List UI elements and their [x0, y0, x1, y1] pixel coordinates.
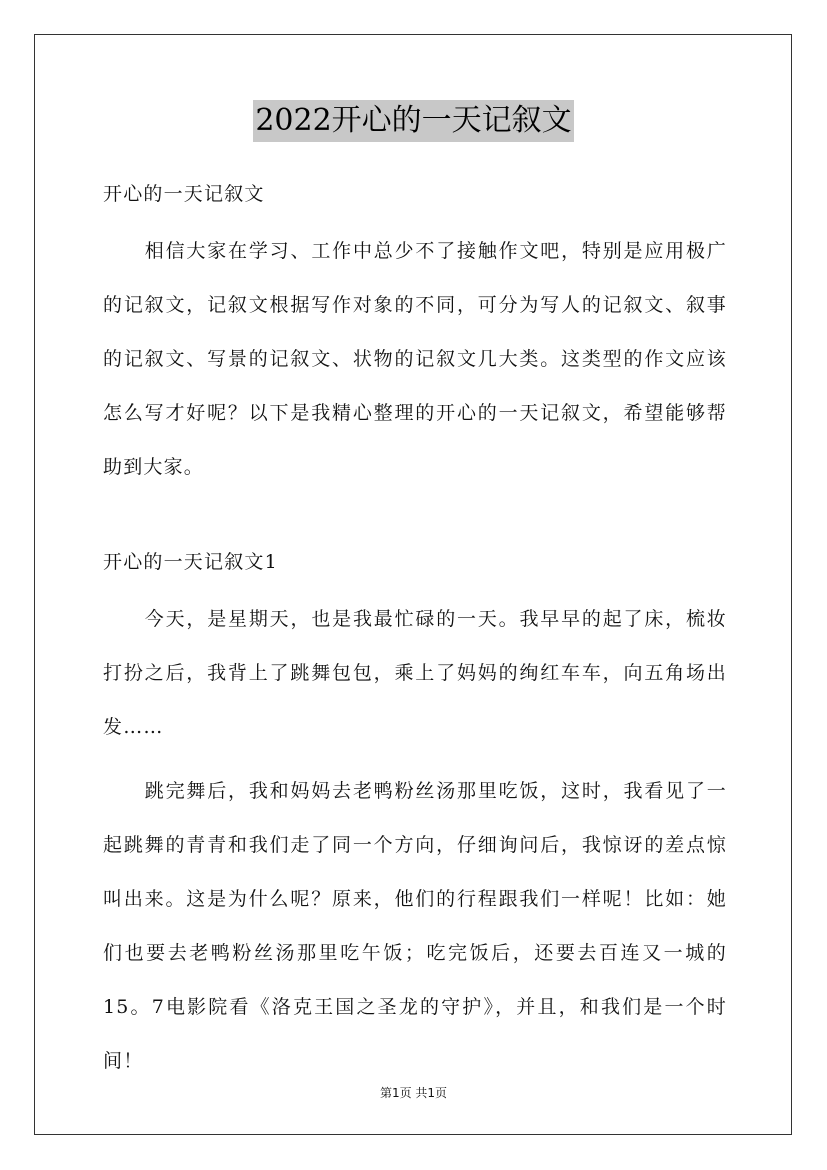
page-number-label: 第1页 共1页	[379, 1086, 448, 1100]
page-footer	[0, 1084, 827, 1101]
title-container	[0, 100, 827, 142]
document-title: 2022开心的一天记叙文	[253, 100, 573, 142]
body-paragraph: 今天，是星期天，也是我最忙碌的一天。我早早的起了床，梳妆打扮之后，我背上了跳舞包包，乘上了妈妈的绚红车车，向五角场出发……	[103, 608, 727, 738]
intro-paragraph: 相信大家在学习、工作中总少不了接触作文吧，特别是应用极广的记叙文，记叙文根据写作对象的不同，可分为写人的记叙文、叙事的记叙文、写景的记叙文、状物的记叙文几大类。这类型的作文应该怎么写才好呢？以下是我精心整理的开心的一天记叙文，希望能够帮助到大家。	[103, 240, 727, 478]
document-body	[103, 174, 727, 1088]
section-spacer	[103, 494, 727, 542]
body-paragraph: 跳完舞后，我和妈妈去老鸭粉丝汤那里吃饭，这时，我看见了一起跳舞的青青和我们走了同一个方向，仔细询问后，我惊讶的差点惊叫出来。这是为什么呢？原来，他们的行程跟我们一样呢！比如：她们也要去老鸭粉丝汤那里吃午饭；吃完饭后，还要去百连又一城的15。7电影院看《洛克王国之圣龙的守护》，并且，和我们是一个时间！	[103, 780, 727, 1072]
section-heading: 开心的一天记叙文1	[103, 551, 278, 573]
document-subtitle: 开心的一天记叙文	[103, 183, 265, 205]
